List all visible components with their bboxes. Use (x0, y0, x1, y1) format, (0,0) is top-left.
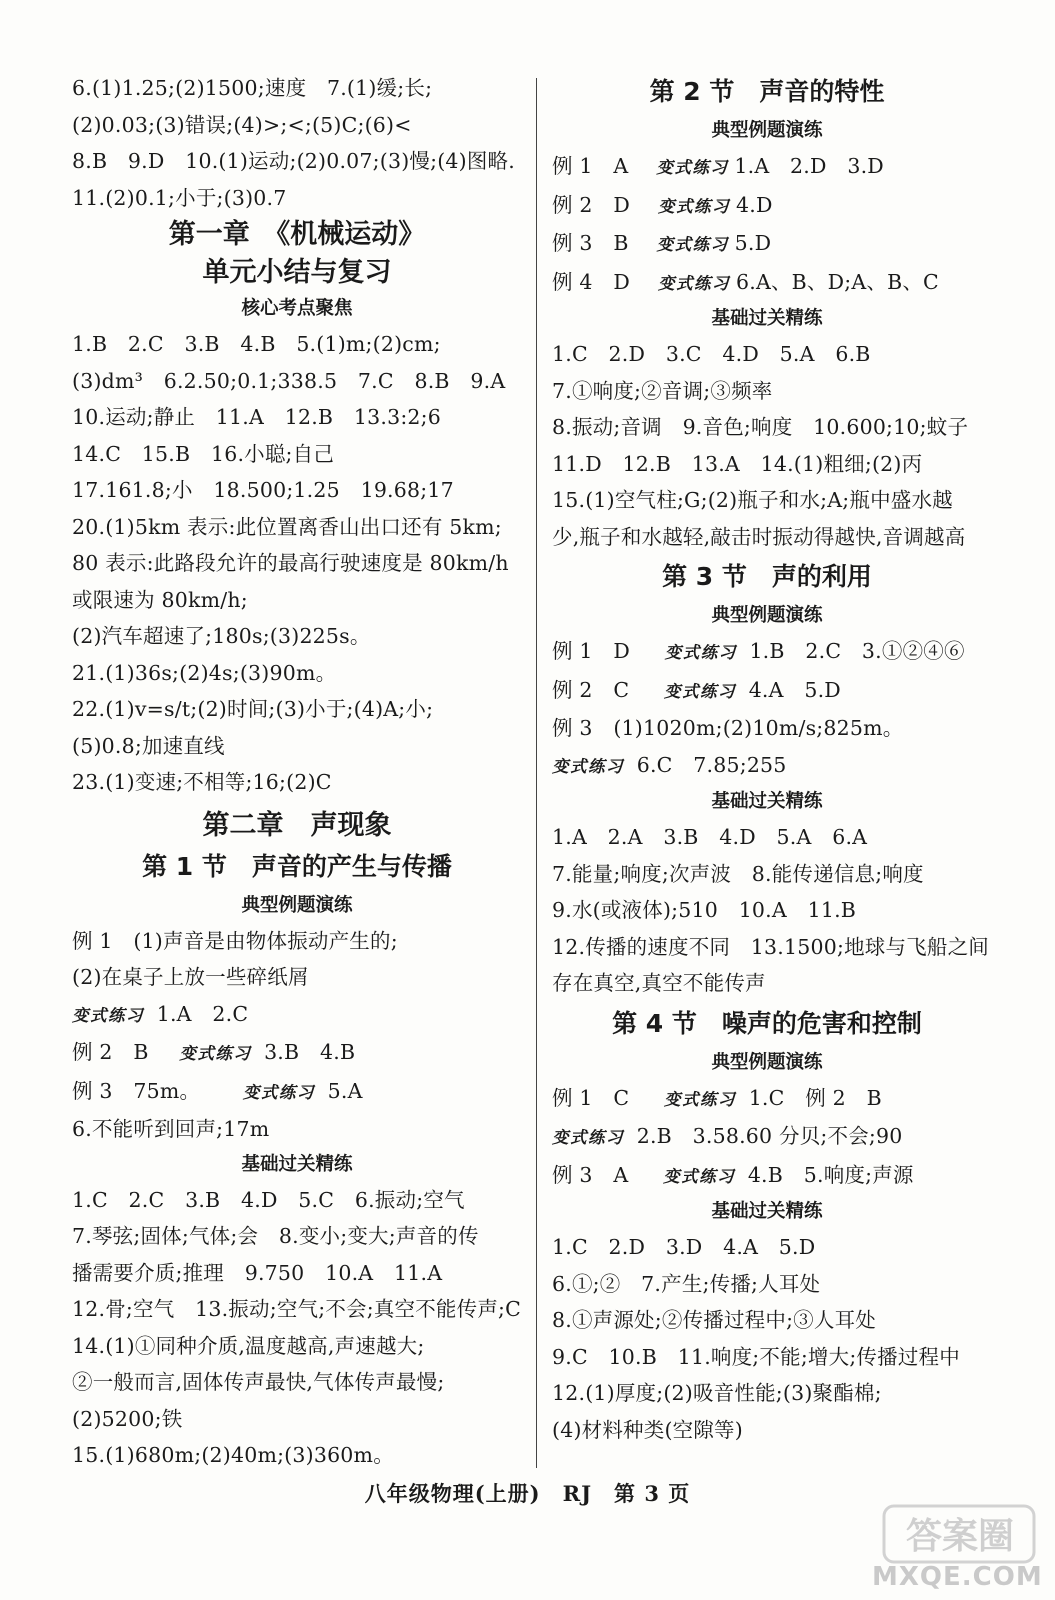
s4-example3-bianshi: 4.B 5.响度;声源 (747, 1162, 914, 1187)
answer-line: (5)0.8;加速直线 (72, 733, 225, 758)
answer-line: 12.传播的速度不同 13.1500;地球与飞船之间 (552, 934, 989, 959)
chapter1-subtitle: 单元小结与复习 (202, 257, 392, 288)
s2-example-line (552, 148, 982, 187)
s2-example: 例 1 A (552, 154, 629, 178)
s2-example: 例 4 D (552, 269, 630, 294)
answer-line: 7.琴弦;固体;气体;会 8.变小;变大;声音的传 (72, 1224, 479, 1248)
bianshi-label: 变式练习 (658, 196, 730, 216)
s2-examples (552, 148, 982, 302)
s4-example1: 例 1 C (552, 1085, 630, 1110)
s3-bianshi-line (552, 747, 982, 786)
s4-basic-answers (552, 1229, 982, 1448)
answer-line: 11.D 12.B 13.A 14.(1)粗细;(2)丙 (552, 451, 923, 476)
right-column (552, 70, 989, 1448)
answer-line: 21.(1)36s;(2)4s;(3)90m。 (72, 660, 337, 685)
answer-line: 10.运动;静止 11.A 12.B 13.3:2;6 (72, 405, 442, 429)
s4-example3: 例 3 A (552, 1162, 629, 1187)
s1-example2-bianshi: 3.B 4.B (264, 1040, 356, 1064)
watermark-logo-text: 答案圈 (905, 1516, 1015, 1557)
section3-title: 第 3 节 声的利用 (662, 562, 872, 591)
answer-line: 6.①;② 7.产生;传播;人耳处 (552, 1271, 821, 1296)
bianshi-label: 变式练习 (663, 1166, 736, 1186)
bianshi-label: 变式练习 (658, 273, 730, 293)
s3-bianshi-answers: 6.C 7.85;255 (636, 752, 787, 777)
answer-line: 7.能量;响度;次声波 8.能传递信息;响度 (552, 861, 924, 886)
s4-basic-heading: 基础过关精练 (711, 1201, 823, 1222)
answer-line: 1.B 2.C 3.B 4.B 5.(1)m;(2)cm; (72, 332, 441, 356)
s1-example1-line-a: 例 1 (1)声音是由物体振动产生的; (72, 928, 398, 953)
left-column (72, 70, 522, 1474)
core-answers (72, 326, 522, 801)
answer-line: 9.水(或液体);510 10.A 11.B (552, 898, 857, 922)
s1-example2: 例 2 B (72, 1040, 149, 1064)
bianshi-label: 变式练习 (656, 235, 729, 254)
s4-bianshi-answers: 2.B 3.58.60 分贝;不会;90 (636, 1124, 903, 1148)
answer-line: 少,瓶子和水越轻,敲击时振动得越快,音调越高 (552, 524, 966, 549)
s3-basic-answers (552, 819, 989, 1002)
answer-line: 15.(1)空气柱;G;(2)瓶子和水;A;瓶中盛水越 (552, 488, 953, 512)
s1-bianshi-line (72, 996, 522, 1035)
answer-line: 12.(1)厚度;(2)吸音性能;(3)聚酯棉; (552, 1381, 882, 1405)
answer-line: 6.(1)1.25;(2)1500;速度 7.(1)缓;长; (72, 76, 433, 100)
answer-line: 15.(1)680m;(2)40m;(3)360m。 (72, 1443, 394, 1467)
s2-basic-heading: 基础过关精练 (711, 308, 823, 329)
column-divider (536, 78, 537, 1468)
s2-example-bianshi: 5.D (734, 231, 772, 255)
answer-line: (2)5200;铁 (72, 1406, 183, 1431)
answer-line: 8.振动;音调 9.音色;响度 10.600;10;蚊子 (552, 415, 969, 439)
answer-line: (4)材料种类(空隙等) (552, 1417, 743, 1442)
s1-example2-line (72, 1034, 522, 1073)
chapter2-title: 第二章 声现象 (202, 809, 392, 841)
s1-bianshi-answers: 1.A 2.C (156, 1001, 249, 1026)
bianshi-label: 变式练习 (179, 1044, 252, 1063)
s1-typical-heading: 典型例题演练 (241, 894, 353, 916)
answer-line: 1.C 2.C 3.B 4.D 5.C 6.振动;空气 (72, 1187, 465, 1212)
answer-line: 1.A 2.A 3.B 4.D 5.A 6.A (552, 825, 868, 849)
s3-example1-bianshi: 1.B 2.C 3.①②④⑥ (749, 639, 965, 663)
s2-example-bianshi: 1.A 2.D 3.D (734, 154, 884, 178)
s3-example1-line (552, 633, 982, 672)
chapter1-title: 第一章 《机械运动》 (168, 219, 426, 250)
s2-typical-heading: 典型例题演练 (711, 120, 823, 141)
s2-example-line (552, 187, 982, 226)
s1-example3-line (72, 1073, 522, 1112)
answer-line: (2)汽车超速了;180s;(3)225s。 (72, 624, 371, 648)
s3-typical-heading: 典型例题演练 (711, 605, 823, 626)
s4-example1-line (552, 1080, 982, 1119)
answer-line: 7.①响度;②音调;③频率 (552, 378, 773, 403)
answer-line: 存在真空,真空不能传声 (552, 971, 766, 995)
bianshi-label: 变式练习 (72, 1005, 144, 1025)
s3-example3: 例 3 (1)1020m;(2)10m/s;825m。 (552, 716, 904, 740)
s2-example: 例 2 D (552, 192, 630, 217)
answer-line: 1.C 2.D 3.D 4.A 5.D (552, 1235, 816, 1259)
s4-example3-line (552, 1157, 982, 1196)
answer-line: 22.(1)v=s/t;(2)时间;(3)小于;(4)A;小; (72, 697, 434, 721)
answer-line: 11.(2)0.1;小于;(3)0.7 (72, 185, 287, 210)
s1-example3: 例 3 75m。 (72, 1078, 201, 1103)
answer-line: 14.C 15.B 16.小聪;自己 (72, 441, 335, 466)
s3-basic-heading: 基础过关精练 (711, 791, 823, 812)
section4-title: 第 4 节 噪声的危害和控制 (612, 1008, 922, 1038)
answer-line: 17.161.8;小 18.500;1.25 19.68;17 (72, 478, 454, 502)
s1-basic-answers (72, 1182, 522, 1474)
s1-example1-line-b: (2)在桌子上放一些碎纸屑 (72, 965, 309, 989)
s3-example2-bianshi: 4.A 5.D (748, 677, 841, 702)
s3-example2-line (552, 672, 982, 711)
bianshi-label: 变式练习 (552, 756, 624, 776)
s4-bianshi-line (552, 1118, 982, 1157)
bianshi-label: 变式练习 (663, 681, 736, 701)
answer-line: 12.骨;空气 13.振动;空气;不会;真空不能传声;C (72, 1297, 522, 1321)
s1-example3-bianshi: 5.A (327, 1078, 363, 1103)
s3-example2: 例 2 C (552, 677, 630, 702)
answer-line: 80 表示:此路段允许的最高行驶速度是 80km/h (72, 551, 509, 575)
s1-question6: 6.不能听到回声;17m (72, 1117, 270, 1141)
answer-line: 或限速为 80km/h; (72, 587, 248, 612)
s2-basic-answers (552, 336, 982, 555)
answer-line: 14.(1)①同种介质,温度越高,声速越大; (72, 1333, 425, 1358)
watermark-url: MXQE.COM (872, 1562, 1043, 1592)
answer-line: 20.(1)5km 表示:此位置离香山出口还有 5km; (72, 514, 502, 539)
answer-lines-ch1-sections (72, 70, 522, 216)
s1-basic-heading: 基础过关精练 (241, 1153, 353, 1175)
answer-line: (3)dm³ 6.2.50;0.1;338.5 7.C 8.B 9.A (72, 368, 506, 393)
s4-example1-bianshi: 1.C 例 2 B (748, 1085, 882, 1110)
section2-title: 第 2 节 声音的特性 (649, 77, 885, 106)
answer-line: 9.C 10.B 11.响度;不能;增大;传播过程中 (552, 1344, 960, 1369)
bianshi-label: 变式练习 (664, 643, 737, 662)
s2-example-bianshi: 4.D (736, 192, 773, 217)
bianshi-label: 变式练习 (552, 1128, 624, 1147)
s4-typical-heading: 典型例题演练 (711, 1051, 823, 1073)
answer-line: 8.B 9.D 10.(1)运动;(2)0.07;(3)慢;(4)图略. (72, 149, 515, 173)
answer-line: 1.C 2.D 3.C 4.D 5.A 6.B (552, 342, 871, 366)
bianshi-label: 变式练习 (656, 158, 729, 177)
bianshi-label: 变式练习 (663, 1089, 736, 1109)
s3-example1: 例 1 D (552, 639, 630, 663)
answer-line: (2)0.03;(3)错误;(4)>;<;(5)C;(6)< (72, 112, 412, 137)
core-heading: 核心考点聚焦 (241, 298, 353, 319)
answer-line: 播需要介质;推理 9.750 10.A 11.A (72, 1260, 443, 1285)
s2-example-bianshi: 6.A、B、D;A、B、C (736, 269, 939, 294)
page-footer: 八年级物理(上册) RJ 第 3 页 (364, 1481, 691, 1506)
section1-title: 第 1 节 声音的产生与传播 (142, 851, 452, 881)
bianshi-label: 变式练习 (242, 1082, 315, 1102)
s2-example-line (552, 264, 982, 303)
answer-line: 23.(1)变速;不相等;16;(2)C (72, 770, 332, 794)
s2-example-line (552, 225, 982, 264)
answer-line: 8.①声源处;②传播过程中;③人耳处 (552, 1308, 876, 1332)
answer-line: ②一般而言,固体传声最快,气体传声最慢; (72, 1370, 445, 1394)
s2-example: 例 3 B (552, 231, 629, 255)
